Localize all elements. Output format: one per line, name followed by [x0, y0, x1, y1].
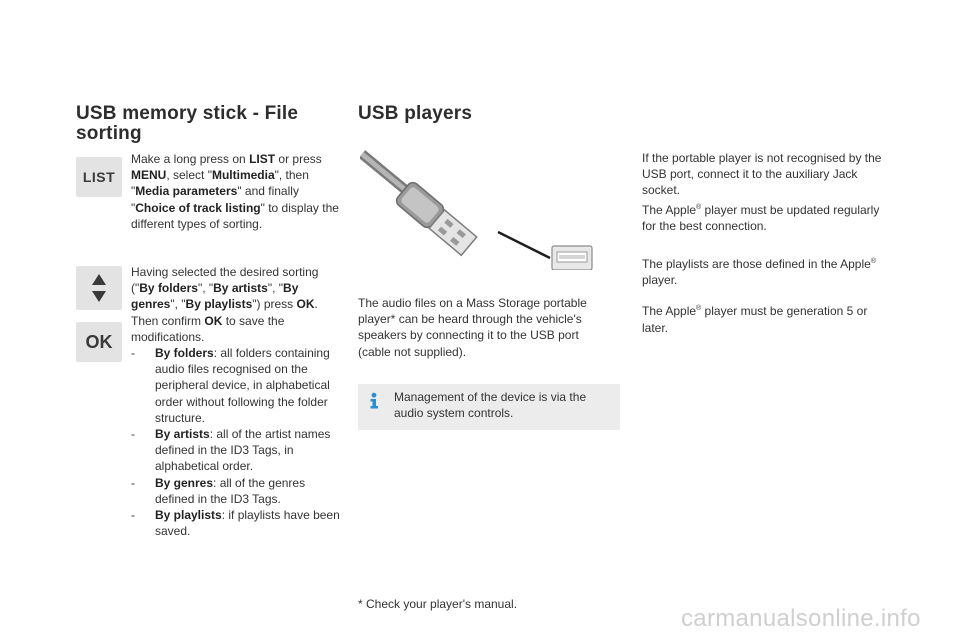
- sorting-selection-paragraph: [131, 264, 343, 539]
- left-section-title: USB memory stick - File sorting: [76, 103, 299, 144]
- down-triangle-icon: [92, 291, 106, 302]
- selection-text: Having selected the desired sorting ("By folders", "By artists", "By genres", "By playlists") press OK.: [131, 265, 319, 312]
- apple-generation-note: The Apple® player must be generation 5 or later.: [642, 304, 868, 335]
- sorting-option-bullet: - By artists: all of the artist names defined in the ID3 Tags, in alphabetical order.: [131, 427, 331, 474]
- info-note-box: [358, 384, 620, 430]
- usb-players-description: The audio files on a Mass Storage portable player* can be heard through the vehicle's speakers by connecting it to the USB port (cable not supplied).: [358, 296, 587, 359]
- footnote: * Check your player's manual.: [358, 597, 518, 611]
- info-icon: [367, 392, 381, 409]
- info-note-text: Management of the device is via the audio system controls.: [394, 390, 587, 421]
- sorting-option-bullet: - By playlists: if playlists have been saved.: [131, 508, 340, 539]
- jack-socket-note: If the portable player is not recognised by the USB port, connect it to the auxiliary Jack socket.: [642, 151, 882, 198]
- list-key-icon: LIST: [76, 157, 122, 197]
- confirm-text: Then confirm OK to save the modifications.: [131, 313, 285, 344]
- apple-update-note: The Apple® player must be updated regularly for the best connection.: [642, 202, 880, 233]
- ok-key-icon: OK: [76, 322, 122, 362]
- watermark: carmanualsonline.info: [681, 605, 921, 632]
- sorting-instructions-paragraph: Make a long press on LIST or press MENU, select "Multimedia", then "Media parameters" and finally "Choice of track listing" to display the different types of sorting.: [131, 152, 339, 231]
- usb-players-title: USB players: [358, 103, 473, 124]
- right-column-notes: [642, 150, 892, 336]
- sorting-option-bullet: - By genres: all of the genres defined in the ID3 Tags.: [131, 475, 306, 506]
- sorting-option-bullet: - By folders: all folders containing audio files recognised on the peripheral device, in alphabetical order without following the folder structure.: [131, 346, 330, 425]
- up-triangle-icon: [92, 274, 106, 285]
- playlists-note: The playlists are those defined in the Apple® player.: [642, 257, 876, 288]
- usb-plug-illustration: [360, 150, 600, 270]
- up-down-arrows-key: [76, 266, 122, 310]
